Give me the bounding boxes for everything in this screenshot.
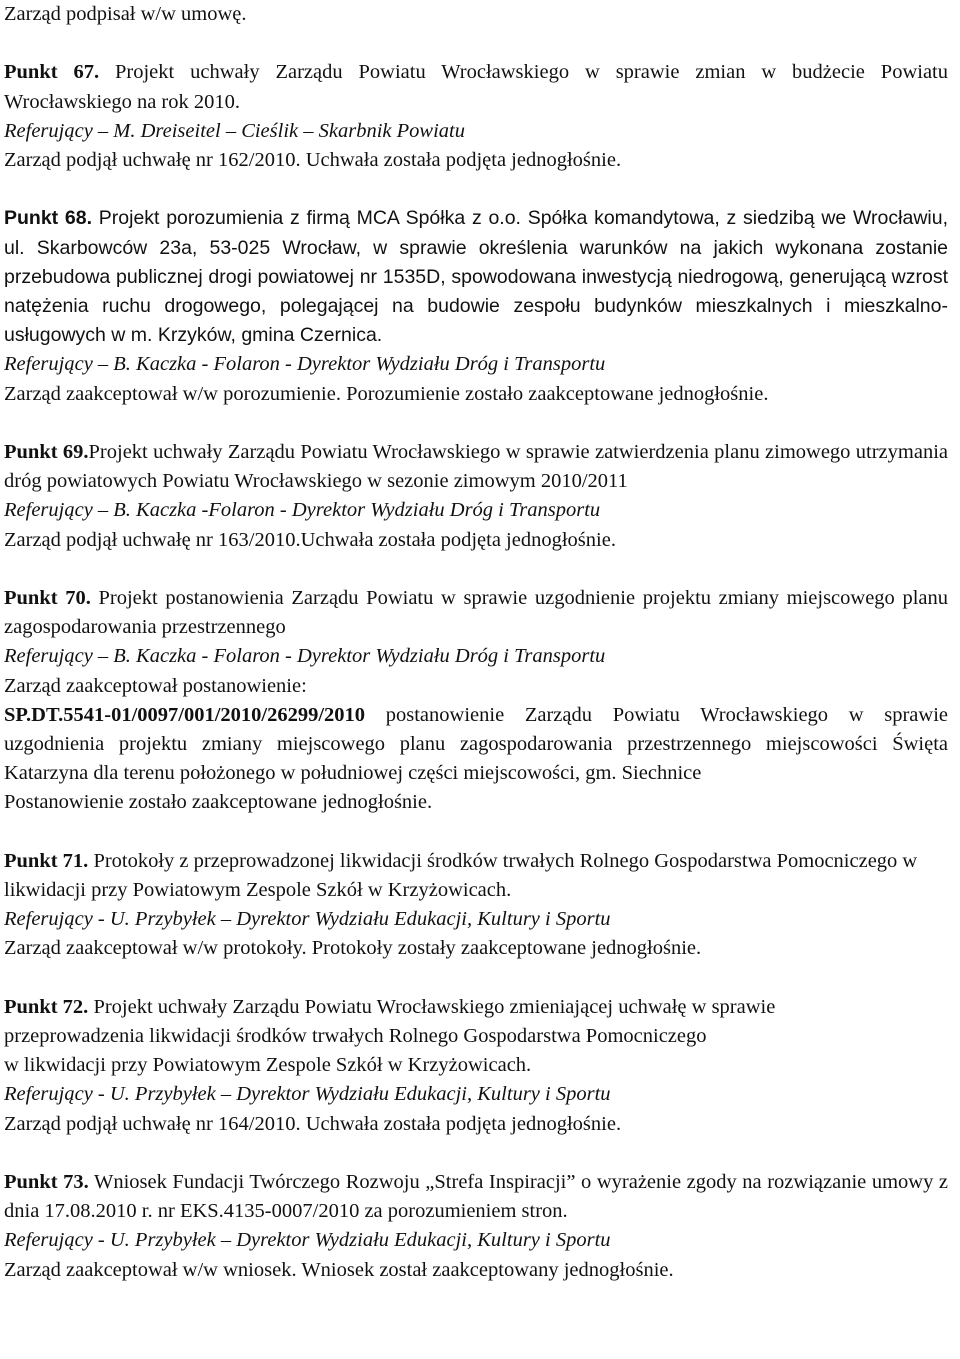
punkt-71-referent: Referujący - U. Przybyłek – Dyrektor Wydziału Edukacji, Kultury i Sportu	[4, 908, 611, 931]
punkt-70-resolution	[4, 701, 948, 789]
intro-line: Zarząd podpisał w/w umowę.	[4, 3, 247, 25]
punkt-70-sign-text: postanowienie Zarządu Powiatu Wrocławskiego w sprawie uzgodnienia projektu zmiany miejscowego planu zagospodarowania przestrzennego miejscowości Święta Katarzyna dla terenu położonego w południowej części miejscowości, gm. Siechnice	[4, 703, 948, 785]
punkt-68-heading: Punkt 68.	[4, 207, 93, 230]
punkt-73-text: Wniosek Fundacji Twórczego Rozwoju „Strefa Inspiracji” o wyrażenie zgody na rozwiązanie umowy z dnia 17.08.2010 r. nr EKS.4135-0007/2010 za porozumieniem stron.	[4, 1171, 948, 1223]
punkt-67-text: Projekt uchwały Zarządu Powiatu Wrocławskiego w sprawie zmian w budżecie Powiatu Wrocławskiego na rok 2010.	[4, 61, 948, 113]
punkt-68	[4, 204, 948, 408]
punkt-73-heading: Punkt 73.	[4, 1171, 89, 1194]
punkt-69-decision: Zarząd podjął uchwałę nr 163/2010.Uchwała została podjęta jednogłośnie.	[4, 528, 616, 551]
punkt-72-decision: Zarząd podjął uchwałę nr 164/2010. Uchwała została podjęta jednogłośnie.	[4, 1112, 622, 1135]
punkt-68-body	[4, 204, 948, 350]
punkt-67-body	[4, 58, 948, 116]
punkt-70	[4, 584, 948, 818]
punkt-69-text: Projekt uchwały Zarządu Powiatu Wrocławskiego w sprawie zatwierdzenia planu zimowego utrzymania dróg powiatowych Powiatu Wrocławskiego w sezonie zimowym 2010/2011	[4, 441, 948, 493]
punkt-70-heading: Punkt 70.	[4, 587, 91, 609]
punkt-71-body	[4, 847, 948, 905]
punkt-70-sign-ref: SP.DT.5541-01/0097/001/2010/26299/2010	[4, 703, 366, 726]
punkt-67-heading: Punkt 67.	[4, 61, 100, 84]
punkt-67	[4, 58, 948, 175]
punkt-69-heading: Punkt 69.	[4, 441, 89, 463]
punkt-72-line-3: w likwidacji przy Powiatowym Zespole Szkół w Krzyżowicach.	[4, 1054, 532, 1077]
punkt-70-body	[4, 584, 948, 642]
punkt-72-heading: Punkt 72.	[4, 995, 89, 1018]
punkt-69-body	[4, 438, 948, 496]
punkt-72-text-1: Projekt uchwały Zarządu Powiatu Wrocławskiego zmieniającej uchwałę w sprawie	[88, 995, 776, 1018]
punkt-70-text: Projekt postanowienia Zarządu Powiatu w sprawie uzgodnienie projektu zmiany miejscowego planu zagospodarowania przestrzennego	[4, 587, 948, 639]
punkt-68-referent: Referujący – B. Kaczka - Folaron - Dyrektor Wydziału Dróg i Transportu	[4, 353, 606, 376]
punkt-69-referent: Referujący – B. Kaczka -Folaron - Dyrektor Wydziału Dróg i Transportu	[4, 499, 601, 522]
punkt-71-text: Protokoły z przeprowadzonej likwidacji środków trwałych Rolnego Gospodarstwa Pomocniczego w likwidacji przy Powiatowym Zespole Szkół w Krzyżowicach.	[4, 849, 918, 902]
punkt-70-decision: Zarząd zaakceptował postanowienie:	[4, 674, 307, 697]
punkt-70-result: Postanowienie zostało zaakceptowane jednogłośnie.	[4, 791, 433, 814]
punkt-69	[4, 438, 948, 555]
punkt-71	[4, 847, 948, 964]
punkt-73-referent: Referujący - U. Przybyłek – Dyrektor Wydziału Edukacji, Kultury i Sportu	[4, 1229, 611, 1252]
punkt-68-text: Projekt porozumienia z firmą MCA Spółka z o.o. Spółka komandytowa, z siedzibą we Wrocławiu, ul. Skarbowców 23a, 53-025 Wrocław, w sprawie określenia warunków na jakich wykonana zostanie przebudowa publicznej drogi powiatowej nr 1535D, spowodowana inwestycją niedrogową, generującą wzrost natężenia ruchu drogowego, polegającej na budowie zespołu budynków mieszkalnych i mieszkalno-usługowych w m. Krzyków, gmina Czernica.	[4, 207, 948, 347]
punkt-73-decision: Zarząd zaakceptował w/w wniosek. Wniosek został zaakceptowany jednogłośnie.	[4, 1258, 674, 1281]
punkt-72-line-2: przeprowadzenia likwidacji środków trwałych Rolnego Gospodarstwa Pomocniczego	[4, 1025, 707, 1048]
punkt-67-decision: Zarząd podjął uchwałę nr 162/2010. Uchwała została podjęta jednogłośnie.	[4, 149, 622, 171]
punkt-71-heading: Punkt 71.	[4, 849, 89, 872]
punkt-73	[4, 1168, 948, 1285]
punkt-68-decision: Zarząd zaakceptował w/w porozumienie. Porozumienie zostało zaakceptowane jednogłośnie.	[4, 382, 769, 405]
punkt-72-line-1	[4, 993, 948, 1022]
punkt-72-referent: Referujący - U. Przybyłek – Dyrektor Wydziału Edukacji, Kultury i Sportu	[4, 1083, 611, 1106]
punkt-72	[4, 993, 948, 1139]
punkt-73-body	[4, 1168, 948, 1226]
punkt-71-decision: Zarząd zaakceptował w/w protokoły. Protokoły zostały zaakceptowane jednogłośnie.	[4, 937, 702, 960]
punkt-70-referent: Referujący – B. Kaczka - Folaron - Dyrektor Wydziału Dróg i Transportu	[4, 645, 606, 668]
punkt-67-referent: Referujący – M. Dreiseitel – Cieślik – Skarbnik Powiatu	[4, 119, 465, 142]
